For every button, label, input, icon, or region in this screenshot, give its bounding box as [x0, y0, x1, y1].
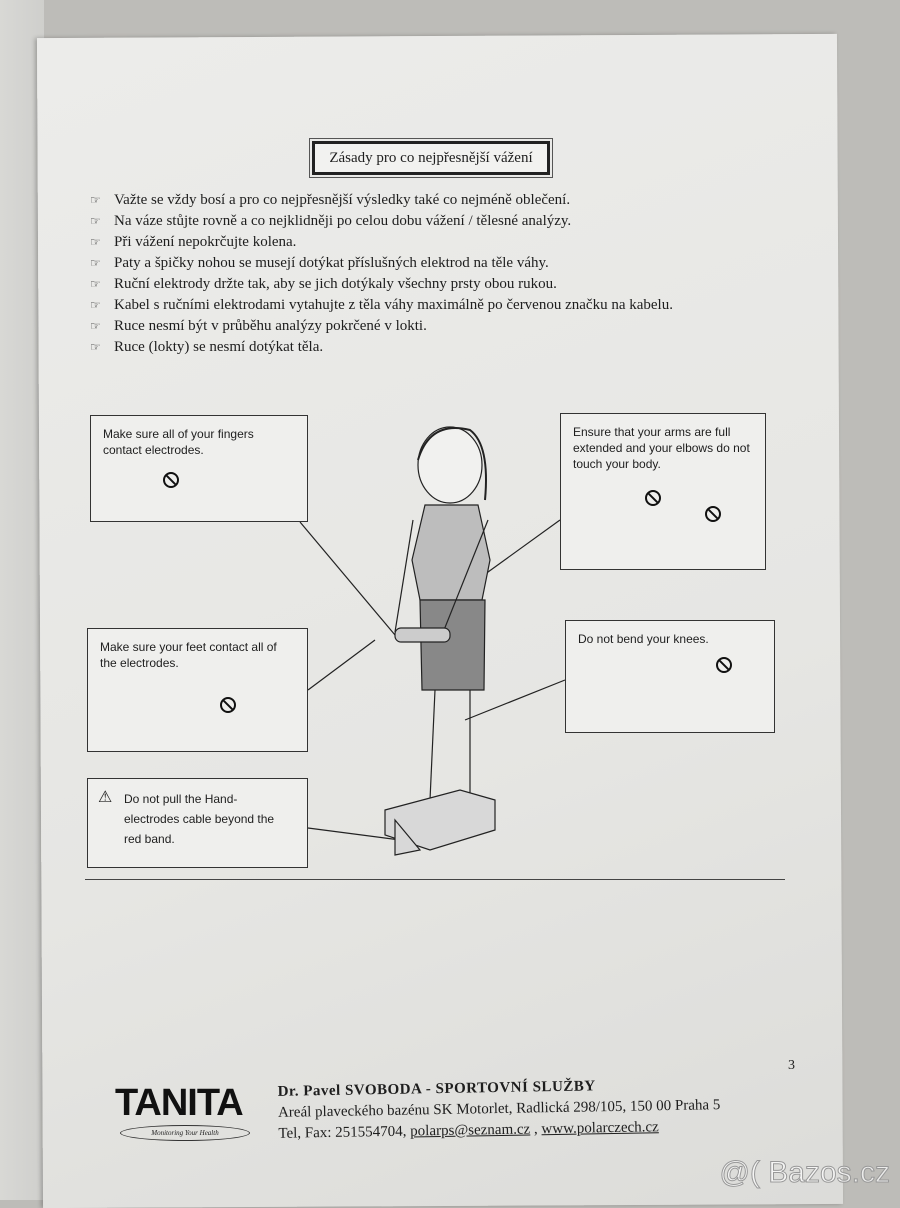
- callout-text: Do not pull the Hand-electrodes cable beyond the red band.: [124, 792, 275, 846]
- pointing-hand-icon: ☞: [90, 277, 101, 291]
- rule-text: Važte se vždy bosí a pro co nejpřesnější výsledky také co nejméně oblečení.: [114, 192, 571, 208]
- website-link[interactable]: www.polarczech.cz: [541, 1119, 659, 1138]
- rule-text: Kabel s ručními elektrodami vytahujte z těla váhy maximálně po červenou značku na kabelu.: [114, 297, 673, 313]
- pointing-hand-icon: ☞: [90, 298, 101, 312]
- rule-text: Ruční elektrody držte tak, aby se jich dotýkaly všechny prsty obou rukou.: [114, 276, 557, 292]
- prohibited-icon: [705, 506, 721, 522]
- footer-address: Areál plaveckého bazénu SK Motorlet, Radlická 298/105, 150 00 Praha 5: [277, 1097, 721, 1121]
- callout-arms: [560, 413, 766, 570]
- rule-text: Na váze stůjte rovně a co nejklidněji po celou dobu vážení / tělesné analýzy.: [114, 213, 572, 229]
- callout-cable-warning: [87, 778, 308, 868]
- callout-text: Make sure your feet contact all of the electrodes.: [100, 640, 277, 670]
- email-link[interactable]: polarps@seznam.cz: [410, 1121, 531, 1140]
- logo-tagline: Monitoring Your Health: [120, 1125, 250, 1141]
- prohibited-icon: [645, 490, 661, 506]
- warning-icon: ⚠: [98, 787, 113, 806]
- watermark: @( Bazos.cz: [719, 1156, 890, 1189]
- callout-text: Do not bend your knees.: [578, 632, 709, 646]
- callout-knees: [565, 620, 775, 733]
- rule-text: Ruce nesmí být v průběhu analýzy pokrčené v lokti.: [114, 318, 427, 334]
- rule-text: Paty a špičky nohou se musejí dotýkat příslušných elektrod na těle váhy.: [114, 255, 549, 271]
- footer-company: Dr. Pavel SVOBODA - SPORTOVNÍ SLUŽBY: [277, 1078, 596, 1100]
- prohibited-icon: [163, 472, 179, 488]
- callout-text: Make sure all of your fingers contact electrodes.: [103, 427, 254, 457]
- prohibited-icon: [220, 697, 236, 713]
- page-number: 3: [788, 1058, 795, 1073]
- pointing-hand-icon: ☞: [90, 214, 101, 228]
- prohibited-icon: [716, 657, 732, 673]
- footer-contact: [277, 1074, 720, 1145]
- separator: ,: [530, 1121, 542, 1138]
- pointing-hand-icon: ☞: [90, 340, 101, 354]
- pointing-hand-icon: ☞: [90, 256, 101, 270]
- section-title: Zásady pro co nejpřesnější vážení: [312, 141, 550, 175]
- callout-text: Ensure that your arms are full extended and your elbows do not touch your body.: [573, 425, 750, 471]
- divider: [85, 879, 785, 880]
- pointing-hand-icon: ☞: [90, 235, 101, 249]
- pointing-hand-icon: ☞: [90, 193, 101, 207]
- callout-feet: [87, 628, 308, 752]
- callout-fingers: [90, 415, 308, 522]
- footer-phone: Tel, Fax: 251554704,: [278, 1123, 411, 1142]
- tanita-logo: TANITA: [115, 1082, 243, 1124]
- rule-text: Ruce (lokty) se nesmí dotýkat těla.: [114, 339, 324, 355]
- pointing-hand-icon: ☞: [90, 319, 101, 333]
- rule-text: Při vážení nepokrčujte kolena.: [114, 234, 297, 250]
